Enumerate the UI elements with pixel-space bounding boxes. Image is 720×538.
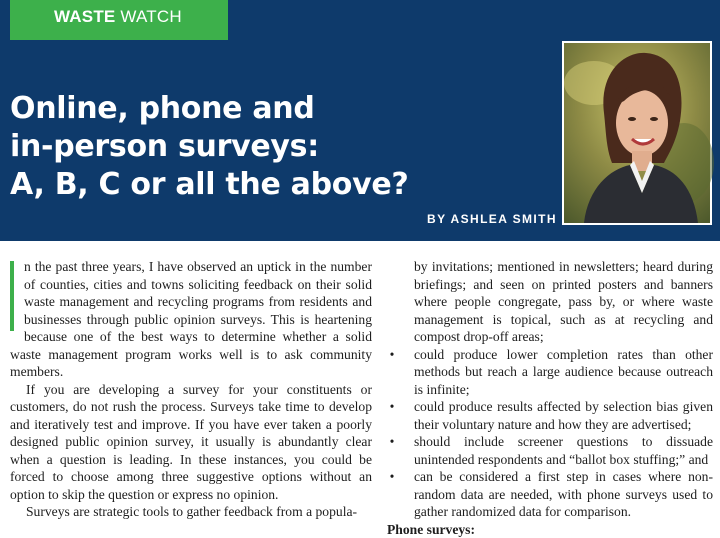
bullet-dot: • bbox=[387, 346, 397, 364]
paragraph-1-text: n the past three years, I have observed an uptick in the number of counties, cities and towns soliciting feedback on their solid waste management and recycling programs from residents and businesses through public opinion surveys. This is heartening because one of the best ways to determine whether a solid waste management program works well is to ask community members. bbox=[10, 259, 372, 379]
bullet-dot: • bbox=[387, 433, 397, 451]
article-header bbox=[0, 0, 720, 241]
drop-cap-bar bbox=[10, 261, 14, 331]
section-tag-bold: WASTE bbox=[54, 7, 115, 26]
list-item bbox=[387, 346, 713, 399]
list-item bbox=[387, 433, 713, 468]
bullet-dot: • bbox=[387, 398, 397, 416]
byline: BY ASHLEA SMITH bbox=[427, 212, 557, 226]
section-subhead: Phone surveys: bbox=[387, 521, 713, 538]
section-tag-light: WATCH bbox=[115, 7, 181, 26]
author-photo bbox=[562, 41, 712, 225]
paragraph-1 bbox=[10, 258, 372, 381]
bullet-continuation: by invitations; mentioned in newsletters; heard during briefings; and seen on printed posters and banners where people congregate, pass by, or where waste management is topical, such as at recycling and compost drop-off areas; bbox=[387, 258, 713, 346]
section-tag bbox=[10, 0, 228, 40]
bullet-text: should include screener questions to dissuade unintended respondents and “ballot box stuffing;” and bbox=[414, 434, 713, 467]
paragraph-2: If you are developing a survey for your constituents or customers, do not rush the process. Surveys take time to develop and iteratively test and improve. If you have ever taken a poorly designed public opinion survey, it usually is abundantly clear when a question is leading. In these instances, you could be forced to choose among three suggestive options without an option to skip the question or express no opinion. bbox=[10, 381, 372, 504]
article-headline bbox=[10, 90, 530, 204]
bullet-text: could produce results affected by selection bias given their voluntary nature and how they are advertised; bbox=[414, 399, 713, 432]
list-item bbox=[387, 468, 713, 521]
left-column bbox=[10, 258, 372, 521]
right-column bbox=[387, 258, 713, 538]
list-item bbox=[387, 398, 713, 433]
paragraph-3: Surveys are strategic tools to gather feedback from a popula- bbox=[10, 503, 372, 521]
bullet-list bbox=[387, 346, 713, 521]
headline-line-1: Online, phone and bbox=[10, 90, 530, 128]
bullet-dot: • bbox=[387, 468, 397, 486]
headline-line-3: A, B, C or all the above? bbox=[10, 166, 530, 204]
headline-line-2: in-person surveys: bbox=[10, 128, 530, 166]
author-portrait-image bbox=[564, 43, 710, 223]
bullet-text: could produce lower completion rates than other methods but reach a large audience because outreach is infinite; bbox=[414, 347, 713, 397]
bullet-text: can be considered a first step in cases where non-random data are needed, with phone surveys used to gather randomized data for comparison. bbox=[414, 469, 713, 519]
